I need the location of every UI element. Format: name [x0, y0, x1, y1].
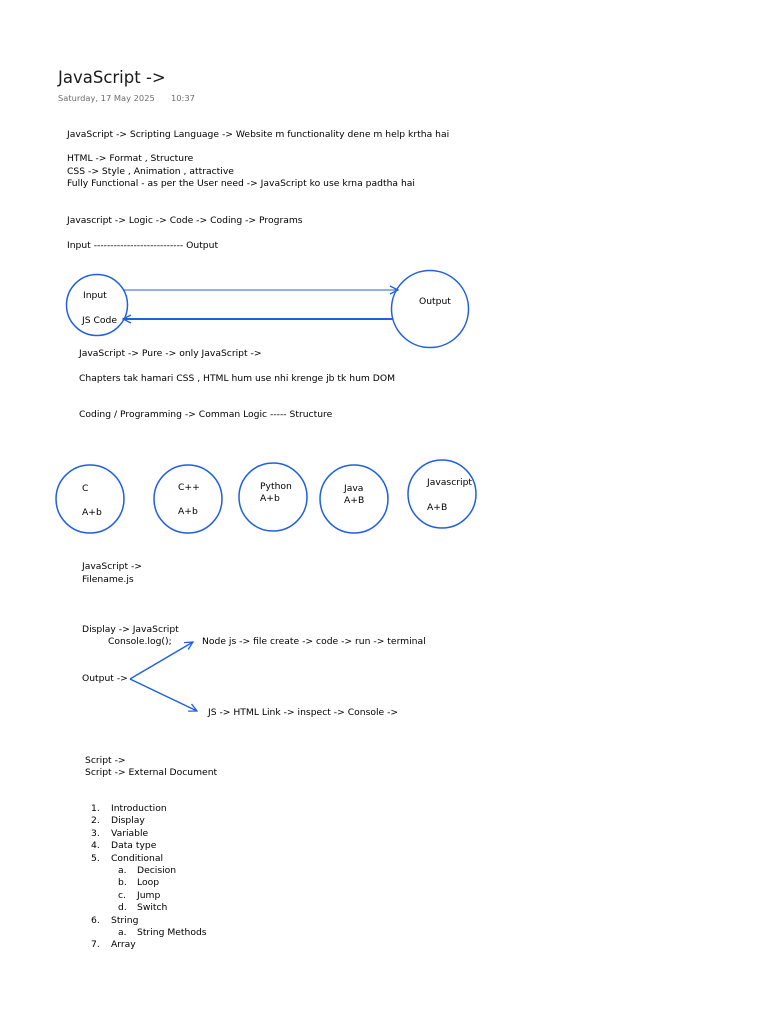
note-line: Javascript -> Logic -> Code -> Coding -> Programs [67, 215, 303, 226]
list-item: c. Jump [118, 889, 161, 901]
branch-arrow-html [130, 679, 197, 711]
note-line: Node js -> file create -> code -> run -> terminal [202, 636, 426, 647]
note-line: HTML -> Format , Structure [67, 153, 194, 164]
note-line: Chapters tak hamari CSS , HTML hum use nhi krenge jb tk hum DOM [79, 373, 396, 384]
list-item: 1. Introduction [91, 803, 167, 814]
language-circles [56, 460, 476, 533]
note-line: JavaScript -> [82, 561, 142, 572]
lang-circle-javascript [408, 460, 476, 528]
list-item: 4. Data type [91, 840, 157, 852]
note-line: Display -> JavaScript [82, 624, 179, 635]
lang-name: Java [344, 483, 364, 494]
note-line: Script -> External Document [85, 767, 218, 778]
lang-expr: A+b [82, 507, 102, 518]
lang-expr: A+b [178, 506, 198, 517]
note-line: Script -> [85, 755, 126, 766]
output-circle [392, 271, 469, 348]
output-branch-arrows [130, 642, 197, 711]
note-line: Fully Functional - as per the User need -> JavaScript ko use krna padtha hai [67, 178, 415, 189]
lang-expr: A+b [260, 493, 280, 504]
lang-name: C [82, 483, 89, 494]
list-item: 5. Conditional [91, 852, 164, 864]
lang-name: Javascript [427, 477, 473, 488]
note-line: JavaScript -> Pure -> only JavaScript -> [79, 348, 262, 359]
note-line: Input --------------------------- Output [67, 240, 219, 251]
note-line: Output -> [82, 673, 128, 684]
list-item: a. Decision [118, 865, 177, 877]
note-line: JS -> HTML Link -> inspect -> Console -> [208, 707, 399, 718]
input-circle [67, 275, 128, 336]
list-item: 7. Array [91, 939, 136, 951]
list-item: 6. String [91, 914, 139, 926]
list-item: d. Switch [118, 902, 168, 914]
note-line: Coding / Programming -> Comman Logic ----- Structure [79, 409, 333, 420]
page-time: 10:37 [171, 93, 195, 103]
io-input-label: Input [83, 290, 107, 301]
io-diagram [67, 271, 469, 348]
lang-circle-c [56, 465, 124, 533]
note-line: Filename.js [82, 574, 134, 585]
note-line: Console.log(); [108, 636, 172, 647]
lang-name: Python [260, 481, 292, 492]
list-item: 3. Variable [91, 827, 149, 839]
lang-name: C++ [178, 482, 200, 493]
lang-expr: A+B [344, 495, 365, 506]
note-line: JavaScript -> Scripting Language -> Website m functionality dene m help krtha hai [67, 129, 450, 140]
lang-expr: A+B [427, 502, 448, 513]
io-jscode-label: JS Code [82, 315, 117, 326]
lang-circle-cpp [154, 465, 222, 533]
list-item: 2. Display [91, 815, 145, 827]
branch-arrow-node [130, 642, 193, 679]
page-title: JavaScript -> [58, 68, 166, 87]
page-date: Saturday, 17 May 2025 [58, 93, 155, 103]
list-item: b. Loop [118, 877, 160, 889]
chapter-outline [91, 803, 207, 952]
list-item: a. String Methods [118, 927, 207, 939]
io-output-label: Output [419, 296, 451, 307]
note-line: CSS -> Style , Animation , attractive [67, 166, 234, 177]
